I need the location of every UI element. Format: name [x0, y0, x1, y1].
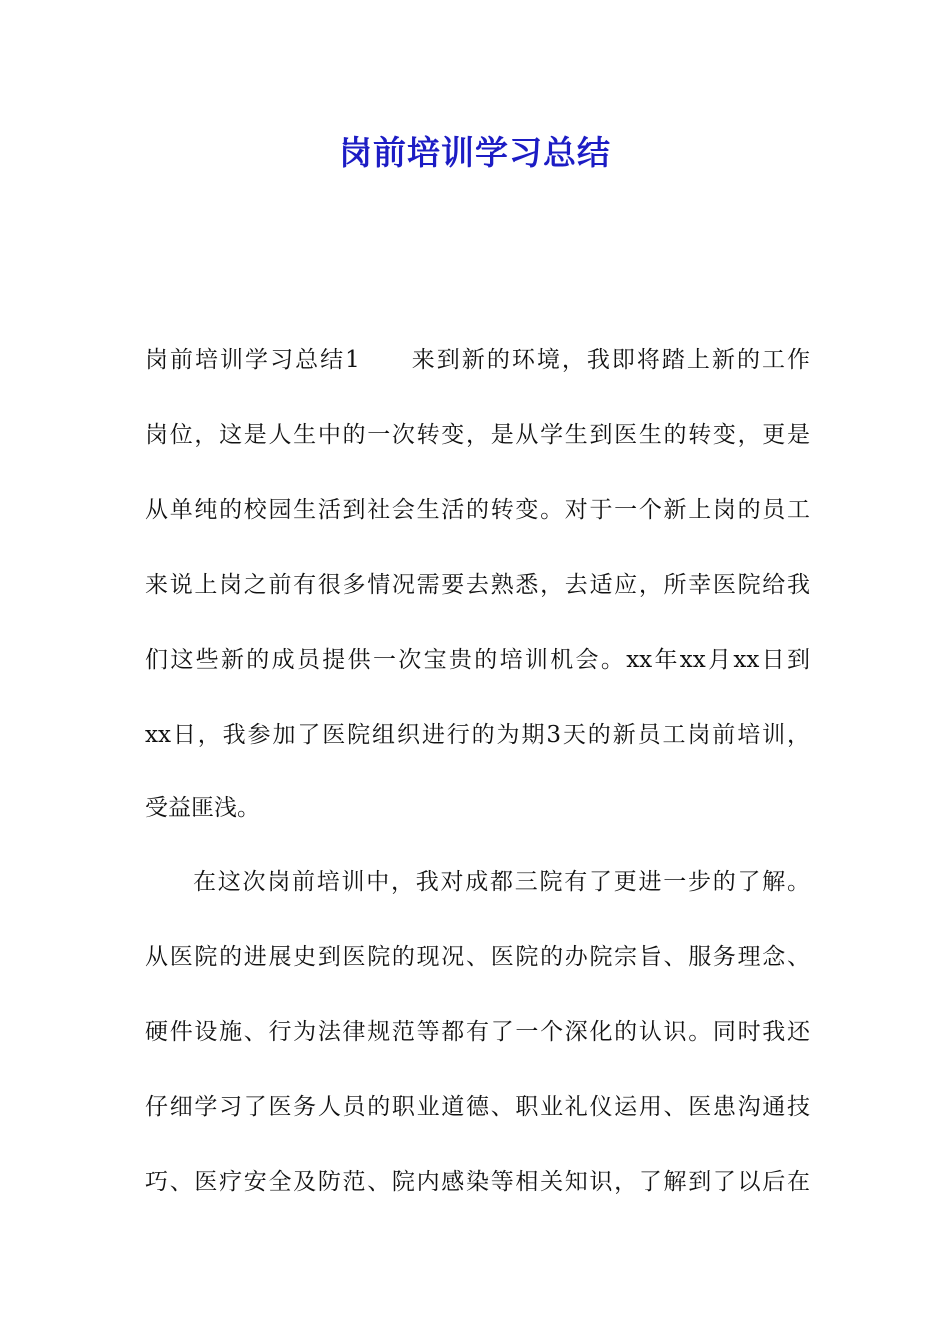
paragraph-line: 在这次岗前培训中，我对成都三院有了更进一步的了解。 — [193, 869, 810, 895]
paragraph-line: 从单纯的校园生活到社会生活的转变。对于一个新上岗的员工 — [145, 497, 810, 523]
document-title: 岗前培训学习总结 — [339, 133, 611, 172]
paragraph-line: 岗位，这是人生中的一次转变，是从学生到医生的转变，更是 — [145, 422, 810, 448]
paragraph-line: 岗前培训学习总结1 来到新的环境，我即将踏上新的工作 — [145, 347, 810, 373]
paragraph-line: 来说上岗之前有很多情况需要去熟悉，去适应，所幸医院给我 — [145, 572, 810, 598]
paragraph-line: 们这些新的成员提供一次宝贵的培训机会。xx年xx月xx日到 — [145, 647, 810, 673]
paragraph-line: 从医院的进展史到医院的现况、医院的办院宗旨、服务理念、 — [145, 944, 810, 970]
paragraph-line: 巧、医疗安全及防范、院内感染等相关知识，了解到了以后在 — [145, 1169, 810, 1195]
paragraph-line: xx日，我参加了医院组织进行的为期3天的新员工岗前培训， — [145, 722, 810, 748]
paragraph-line: 硬件设施、行为法律规范等都有了一个深化的认识。同时我还 — [145, 1019, 810, 1045]
paragraph-line: 受益匪浅。 — [145, 795, 260, 821]
paragraph-line: 仔细学习了医务人员的职业道德、职业礼仪运用、医患沟通技 — [145, 1094, 810, 1120]
